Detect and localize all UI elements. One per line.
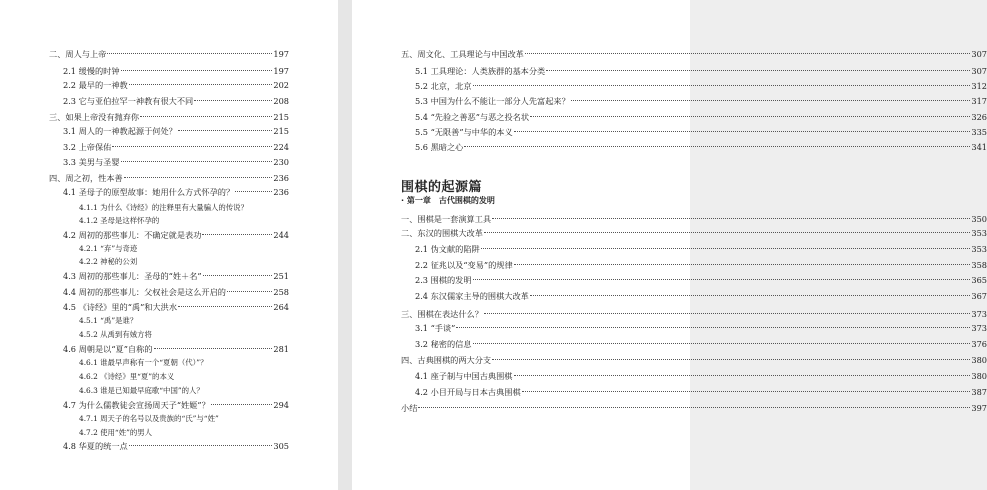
toc-entry — [63, 81, 289, 90]
dot-leader — [154, 348, 273, 349]
toc-page-number: 294 — [273, 400, 289, 410]
toc-entry-label: 2.1 缓慢的时钟 — [63, 66, 120, 76]
toc-entry — [63, 288, 289, 297]
toc-page-number: 317 — [971, 96, 987, 106]
dot-leader — [129, 84, 273, 85]
dot-leader — [514, 264, 971, 265]
toc-page-number: 251 — [273, 271, 289, 281]
toc-page-number: 215 — [273, 112, 289, 122]
toc-entry-label: 4.1.1 为什么《诗经》的注释里有大量骗人的传说？ — [79, 203, 248, 212]
dot-leader — [203, 275, 273, 276]
dot-leader — [530, 295, 970, 296]
toc-entry — [415, 128, 987, 137]
toc-page-number: 258 — [273, 287, 289, 297]
left-page — [0, 0, 338, 490]
toc-entry — [79, 245, 137, 254]
toc-entry-label: 3.1 周人的一神教起源于何处？ — [63, 126, 177, 136]
toc-entry — [63, 127, 289, 136]
toc-entry-label: 三、围棋在表达什么？ — [401, 309, 483, 319]
dot-leader — [546, 70, 970, 71]
toc-page-number: 215 — [273, 126, 289, 136]
toc-entry — [63, 158, 289, 167]
toc-entry — [401, 310, 987, 319]
toc-page-number: 380 — [971, 371, 987, 381]
dot-leader — [121, 161, 273, 162]
toc-entry-label: 4.1 圣母子的原型故事：她用什么方式怀孕的？ — [63, 187, 235, 197]
dot-leader — [484, 232, 970, 233]
toc-entry — [79, 331, 152, 340]
toc-entry-label: 5.6 黑暗之心 — [415, 142, 464, 152]
toc-page-number: 202 — [273, 80, 289, 90]
dot-leader — [473, 343, 971, 344]
toc-page-number: 365 — [971, 275, 987, 285]
dot-leader — [456, 327, 970, 328]
dot-leader — [530, 116, 970, 117]
toc-entry — [415, 292, 987, 301]
toc-entry-label: 4.1 座子制与中国古典围棋 — [415, 371, 513, 381]
toc-entry-label: 2.4 东汉儒家主导的围棋大改革 — [415, 291, 529, 301]
toc-entry-label: 2.2 征兆以及“变易”的规律 — [415, 260, 513, 270]
toc-entry-label: 3.2 秘密的信息 — [415, 339, 472, 349]
dot-leader — [525, 53, 971, 54]
toc-page-number: 326 — [971, 112, 987, 122]
toc-page-number: 230 — [273, 157, 289, 167]
toc-entry-label: 4.2.1 “弃”与奇迹 — [79, 244, 138, 253]
toc-page-number: 305 — [273, 441, 289, 451]
toc-page-number: 307 — [971, 66, 987, 76]
toc-entry — [79, 429, 152, 438]
dot-leader — [522, 391, 971, 392]
toc-entry-label: 4.4 周初的那些事儿：父权社会是这么开启的 — [63, 287, 226, 297]
dot-leader — [129, 445, 273, 446]
toc-entry — [79, 415, 219, 424]
toc-entry-label: 5.3 中国为什么不能让一部分人先富起来？ — [415, 96, 570, 106]
toc-page-number: 244 — [273, 230, 289, 240]
toc-entry-label: 二、东汉的围棋大改革 — [401, 228, 483, 238]
toc-page-number: 312 — [971, 81, 987, 91]
toc-entry-label: 一、围棋是一套演算工具 — [401, 214, 492, 224]
toc-entry-label: 四、周之初，性本善 — [49, 173, 123, 183]
chapter-heading: · 第一章 古代围棋的发明 — [401, 196, 495, 205]
toc-entry-label: 4.6.2 《诗经》里“夏”的本义 — [79, 372, 175, 381]
toc-entry — [63, 303, 289, 312]
dot-leader — [418, 407, 970, 408]
toc-page-number: 397 — [971, 403, 987, 413]
dot-leader — [235, 191, 272, 192]
toc-entry-label: 4.5.2 从禹到有娀方将 — [79, 330, 152, 339]
toc-page-number: 373 — [971, 309, 987, 319]
toc-page-number: 236 — [273, 187, 289, 197]
toc-entry-label: 3.3 美男与圣婴 — [63, 157, 120, 167]
toc-entry-label: 4.3 周初的那些事儿：圣母的“姓＋名” — [63, 271, 202, 281]
toc-entry-label: 4.7 为什么儒教徒会宣扬周天子“姓姬”？ — [63, 400, 210, 410]
toc-page-number: 387 — [971, 387, 987, 397]
dot-leader — [211, 404, 273, 405]
dot-leader — [112, 146, 272, 147]
toc-entry — [79, 373, 174, 382]
toc-entry — [401, 356, 987, 365]
toc-entry-label: 3.1 “手谈” — [415, 323, 456, 333]
toc-page-number: 380 — [971, 355, 987, 365]
toc-entry-label: 4.6.1 谁最早声称有一个“夏朝（代）”？ — [79, 358, 208, 367]
dot-leader — [107, 53, 272, 54]
dot-leader — [178, 130, 272, 131]
toc-page-number: 376 — [971, 339, 987, 349]
toc-entry — [415, 388, 987, 397]
toc-page-number: 353 — [971, 228, 987, 238]
dot-leader — [492, 359, 970, 360]
toc-entry-label: 4.2 小目开局与日本古典围棋 — [415, 387, 521, 397]
toc-page-number: 358 — [971, 260, 987, 270]
toc-entry-label: 5.2 北京，北京 — [415, 81, 472, 91]
dot-leader — [473, 279, 971, 280]
toc-entry — [79, 359, 207, 368]
toc-entry — [79, 204, 248, 213]
toc-entry — [63, 188, 289, 197]
toc-page-number: 350 — [971, 214, 987, 224]
toc-entry-label: 2.1 伪文献的陷阱 — [415, 244, 480, 254]
toc-entry-label: 4.5 《诗经》里的“禹”和大洪水 — [63, 302, 178, 312]
toc-entry-label: 2.3 围棋的发明 — [415, 275, 472, 285]
toc-entry-label: 4.6.3 谁是已知最早庭歌“中国”的人？ — [79, 386, 204, 395]
toc-page-number: 224 — [273, 142, 289, 152]
dot-leader — [194, 100, 272, 101]
toc-entry — [415, 340, 987, 349]
toc-entry — [401, 404, 987, 413]
toc-entry-label: 2.2 最早的一神教 — [63, 80, 128, 90]
toc-page-number: 208 — [273, 96, 289, 106]
toc-entry-label: 4.1.2 圣母是这样怀孕的 — [79, 216, 160, 225]
toc-page-number: 353 — [971, 244, 987, 254]
toc-page-number: 367 — [971, 291, 987, 301]
toc-entry — [63, 401, 289, 410]
toc-entry-label: 4.7.1 周天子的名号以及贵族的“氏”与“姓” — [79, 414, 219, 423]
toc-entry-label: 4.5.1 “禹”是谁？ — [79, 316, 138, 325]
toc-entry — [63, 345, 289, 354]
toc-entry-label: 4.6 周朝是以“夏”自称的 — [63, 344, 153, 354]
toc-entry — [63, 143, 289, 152]
toc-entry-label: 四、古典围棋的两大分支 — [401, 355, 492, 365]
toc-entry — [79, 258, 137, 267]
toc-entry-label: 二、周人与上帝 — [49, 49, 107, 59]
toc-entry — [79, 317, 137, 326]
dot-leader — [124, 177, 273, 178]
toc-entry-label: 三、如果上帝没有抛弃你 — [49, 112, 140, 122]
toc-entry — [415, 324, 987, 333]
toc-entry — [415, 82, 987, 91]
toc-entry — [79, 387, 204, 396]
toc-entry — [415, 67, 987, 76]
part-title: 围棋的起源篇 — [401, 180, 483, 195]
dot-leader — [514, 375, 971, 376]
dot-leader — [140, 116, 272, 117]
dot-leader — [178, 306, 272, 307]
toc-entry-label: 2.3 它与亚伯拉罕一神教有很大不同 — [63, 96, 194, 106]
toc-entry-label: 5.1 工具理论：人类族群的基本分类 — [415, 66, 546, 76]
toc-entry — [63, 272, 289, 281]
right-page — [352, 0, 987, 490]
dot-leader — [514, 131, 971, 132]
dot-leader — [481, 248, 971, 249]
toc-page-number: 264 — [273, 302, 289, 312]
toc-entry-label: 3.2 上帝保佑 — [63, 142, 112, 152]
toc-entry — [415, 143, 987, 152]
dot-leader — [227, 291, 272, 292]
page-gutter — [338, 0, 352, 490]
dot-leader — [484, 313, 970, 314]
toc-entry — [401, 50, 987, 59]
toc-entry — [415, 245, 987, 254]
toc-entry — [49, 174, 289, 183]
toc-entry-label: 4.2.2 神秘的公刘 — [79, 257, 138, 266]
toc-page-number: 281 — [273, 344, 289, 354]
toc-entry — [415, 113, 987, 122]
toc-entry-label: 5.4 “先验之善恶”与恶之投名状 — [415, 112, 530, 122]
toc-entry — [63, 97, 289, 106]
toc-page-number: 197 — [273, 66, 289, 76]
toc-entry-label: 4.8 华夏的统一点 — [63, 441, 128, 451]
toc-entry-label: 4.7.2 使用“姓”的男人 — [79, 428, 153, 437]
toc-page-number: 373 — [971, 323, 987, 333]
dot-leader — [121, 70, 273, 71]
toc-entry — [63, 67, 289, 76]
toc-entry — [415, 97, 987, 106]
toc-entry — [63, 442, 289, 451]
toc-entry — [415, 372, 987, 381]
toc-page-number: 307 — [971, 49, 987, 59]
toc-entry-label: 小结 — [401, 403, 418, 413]
toc-entry — [79, 217, 159, 226]
dot-leader — [571, 100, 971, 101]
toc-page-number: 335 — [971, 127, 987, 137]
toc-entry — [49, 113, 289, 122]
toc-entry — [401, 215, 987, 224]
toc-entry — [401, 229, 987, 238]
toc-entry-label: 4.2 周初的那些事儿：不确定就是表功 — [63, 230, 202, 240]
toc-entry — [415, 276, 987, 285]
toc-entry — [415, 261, 987, 270]
toc-entry — [63, 231, 289, 240]
dot-leader — [202, 234, 272, 235]
dot-leader — [464, 146, 970, 147]
dot-leader — [473, 85, 971, 86]
dot-leader — [492, 218, 970, 219]
toc-page-number: 341 — [971, 142, 987, 152]
toc-entry — [49, 50, 289, 59]
toc-page-number: 197 — [273, 49, 289, 59]
toc-entry-label: 五、周文化、工具理论与中国改革 — [401, 49, 524, 59]
toc-page-number: 236 — [273, 173, 289, 183]
toc-entry-label: 5.5 “无限善”与中华的本义 — [415, 127, 513, 137]
